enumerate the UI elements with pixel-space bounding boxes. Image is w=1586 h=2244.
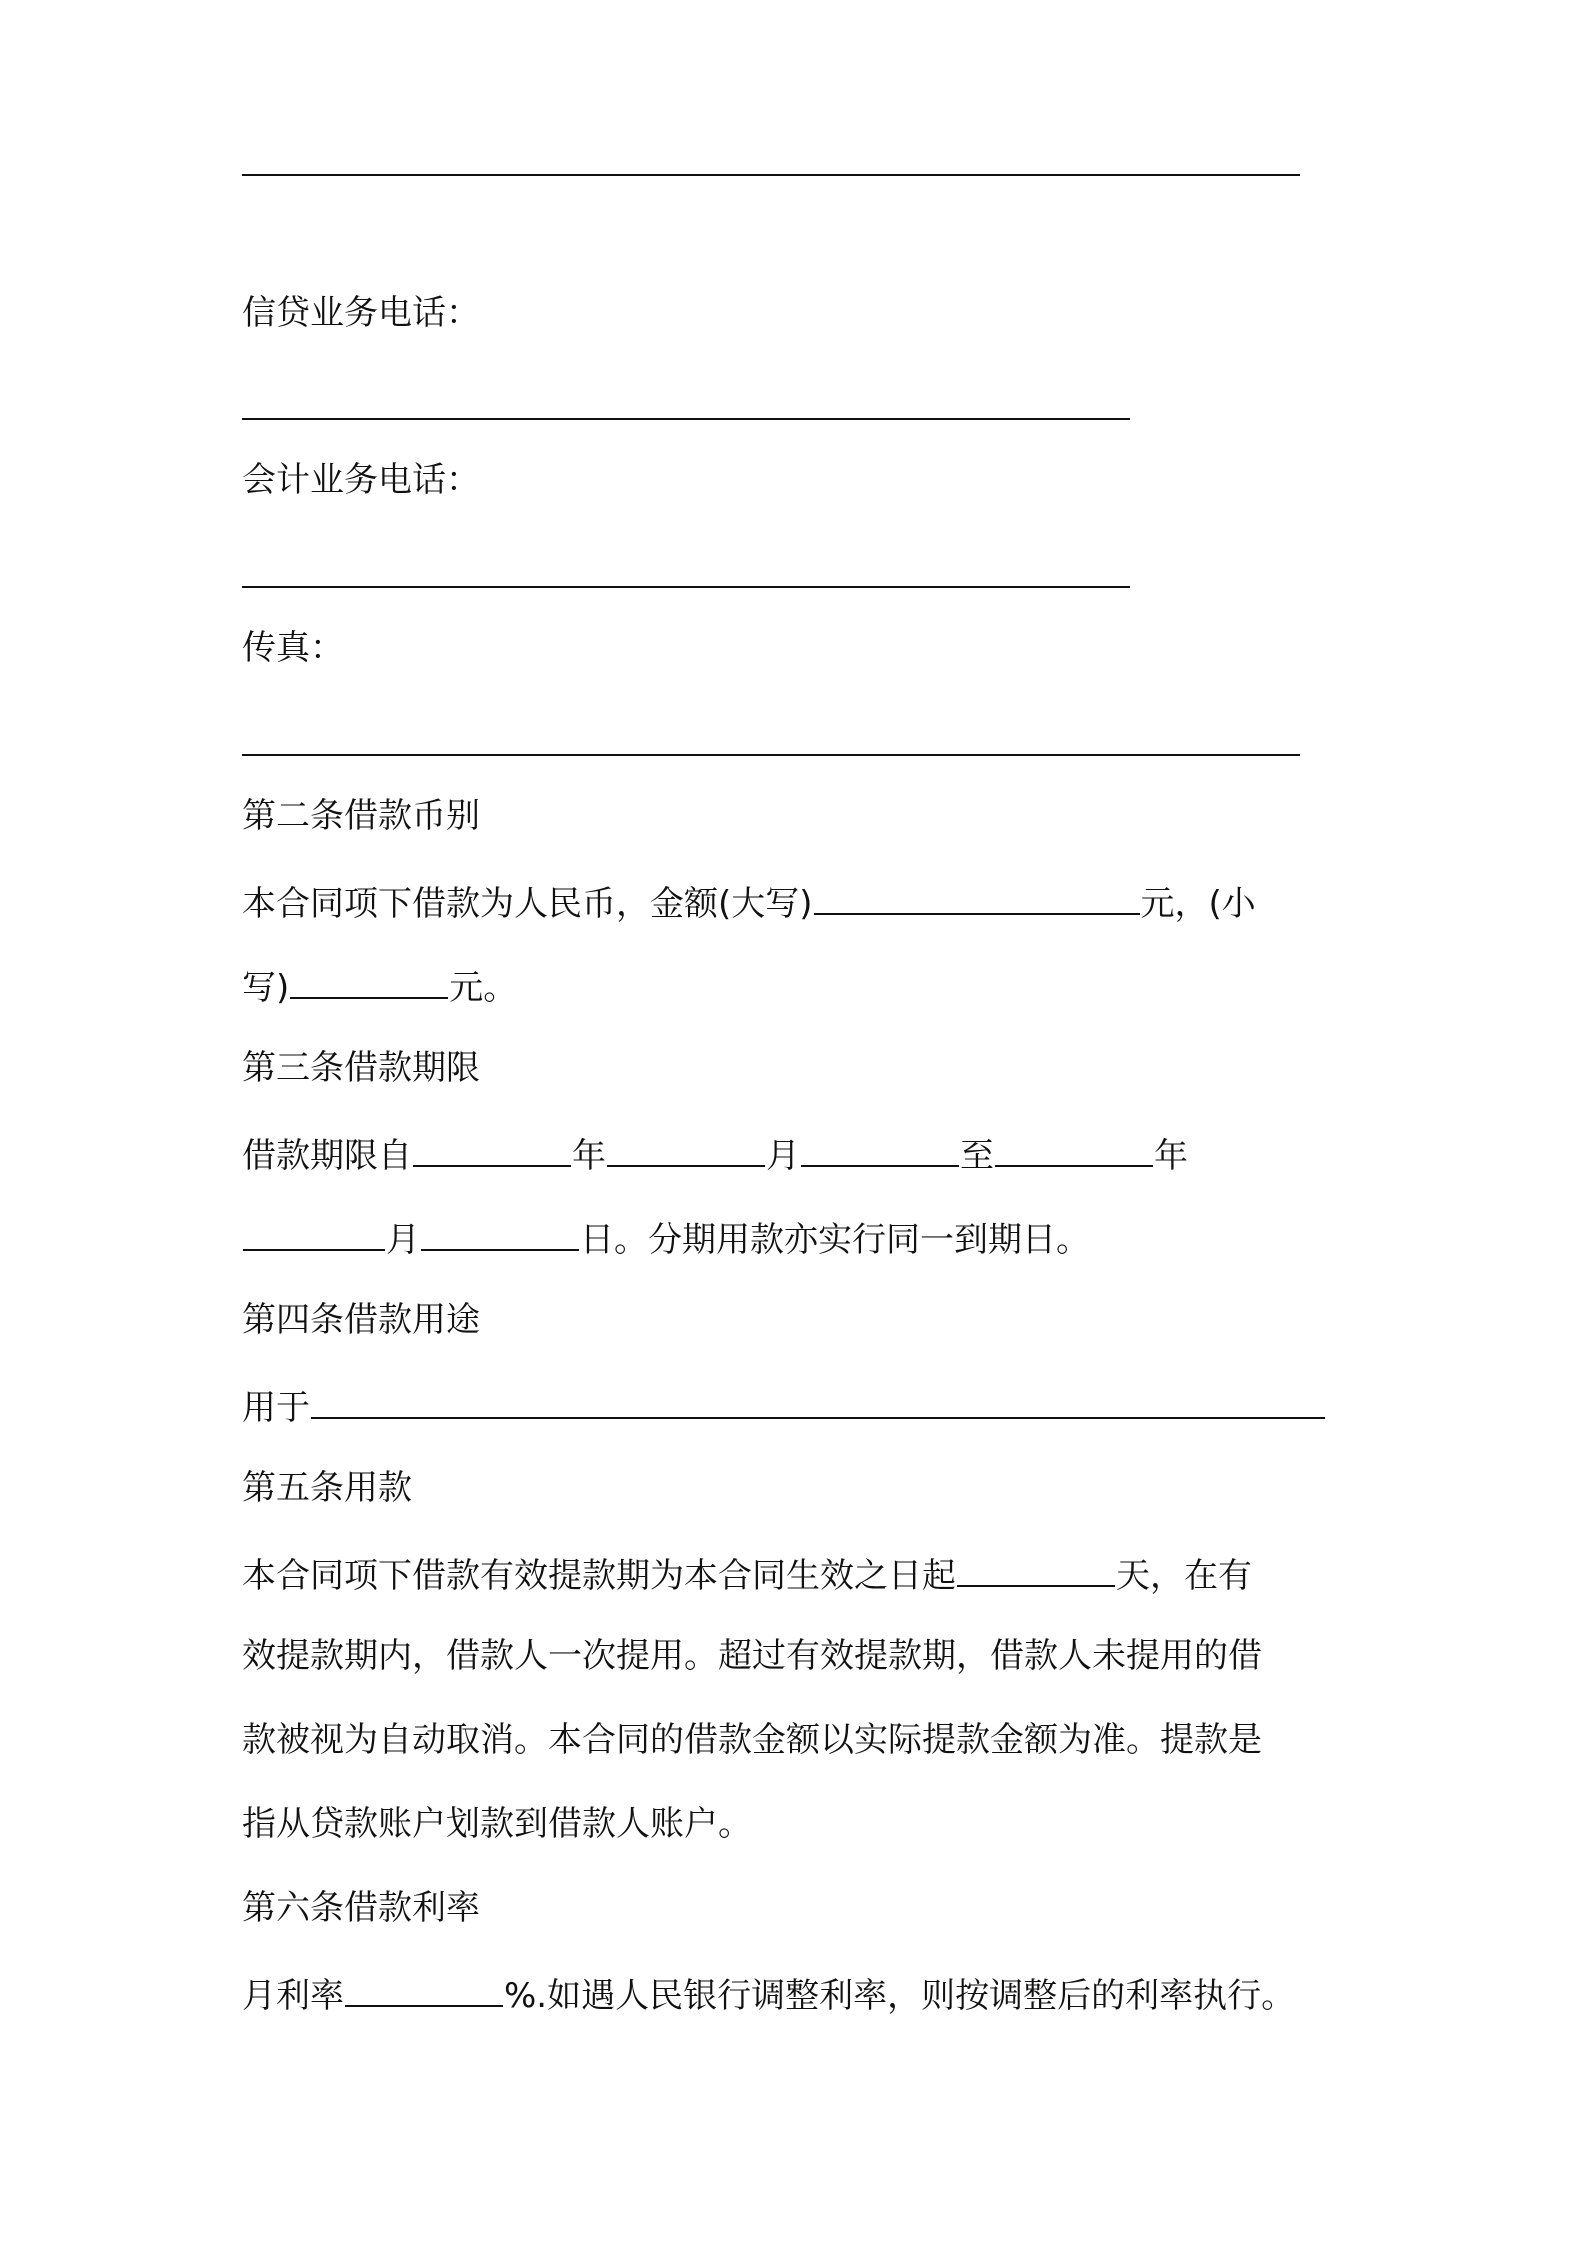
- month-label: 月: [766, 1136, 800, 1176]
- month-label: 月: [386, 1220, 420, 1260]
- article5-line4: 指从贷款账户划款到借款人账户。: [242, 1804, 752, 1844]
- end-year-blank[interactable]: [995, 1135, 1153, 1167]
- accounting-phone-label: 会计业务电话：: [242, 460, 480, 500]
- year-label: 年: [1154, 1136, 1188, 1176]
- amount-words-blank[interactable]: [814, 883, 1140, 915]
- article4-line1: [242, 1387, 1326, 1428]
- article5-line1-text: 本合同项下借款有效提款期为本合同生效之日起: [242, 1556, 956, 1596]
- fax-blank[interactable]: [242, 754, 1300, 756]
- article6-suffix: %.如遇人民银行调整利率，则按调整后的利率执行。: [504, 1976, 1296, 2016]
- article6-heading: 第六条借款利率: [242, 1888, 480, 1928]
- article5-line1-unit: 天，在有: [1116, 1556, 1252, 1596]
- article2-line2: [242, 967, 518, 1008]
- year-label: 年: [572, 1136, 606, 1176]
- purpose-blank[interactable]: [311, 1387, 1325, 1419]
- end-month-blank[interactable]: [243, 1219, 385, 1251]
- start-day-blank[interactable]: [801, 1135, 959, 1167]
- article5-heading: 第五条用款: [242, 1468, 412, 1508]
- article2-heading: 第二条借款币别: [242, 796, 480, 836]
- article2-line1-text: 本合同项下借款为人民币，金额(大写): [242, 884, 813, 924]
- drawdown-days-blank[interactable]: [957, 1555, 1115, 1587]
- article4-prefix: 用于: [242, 1388, 310, 1428]
- article6-prefix: 月利率: [242, 1976, 344, 2016]
- article2-line1: [242, 883, 1256, 924]
- accounting-phone-blank[interactable]: [242, 586, 1130, 588]
- article3-day-text: 日。分期用款亦实行同一到期日。: [580, 1220, 1090, 1260]
- article3-line2: [242, 1219, 1090, 1260]
- interest-rate-blank[interactable]: [345, 1975, 503, 2007]
- start-year-blank[interactable]: [413, 1135, 571, 1167]
- article3-line1-prefix: 借款期限自: [242, 1136, 412, 1176]
- start-month-blank[interactable]: [607, 1135, 765, 1167]
- article3-heading: 第三条借款期限: [242, 1048, 480, 1088]
- article5-line3: 款被视为自动取消。本合同的借款金额以实际提款金额为准。提款是: [242, 1720, 1262, 1760]
- article4-heading: 第四条借款用途: [242, 1300, 480, 1340]
- credit-phone-blank[interactable]: [242, 418, 1130, 420]
- fax-label: 传真：: [242, 628, 344, 668]
- end-day-blank[interactable]: [421, 1219, 579, 1251]
- article2-line2-unit: 元。: [449, 968, 518, 1008]
- to-label: 至: [960, 1136, 994, 1176]
- article5-line2: 效提款期内，借款人一次提用。超过有效提款期，借款人未提用的借: [242, 1636, 1262, 1676]
- article3-line1: [242, 1135, 1188, 1176]
- blank-line[interactable]: [242, 174, 1300, 176]
- article2-line2-prefix: 写): [242, 968, 290, 1008]
- credit-phone-label: 信贷业务电话：: [242, 293, 480, 333]
- article5-line1: [242, 1555, 1252, 1596]
- article6-line1: [242, 1975, 1296, 2016]
- article2-line1-unit: 元，(小: [1140, 884, 1256, 924]
- amount-figures-blank[interactable]: [290, 967, 448, 999]
